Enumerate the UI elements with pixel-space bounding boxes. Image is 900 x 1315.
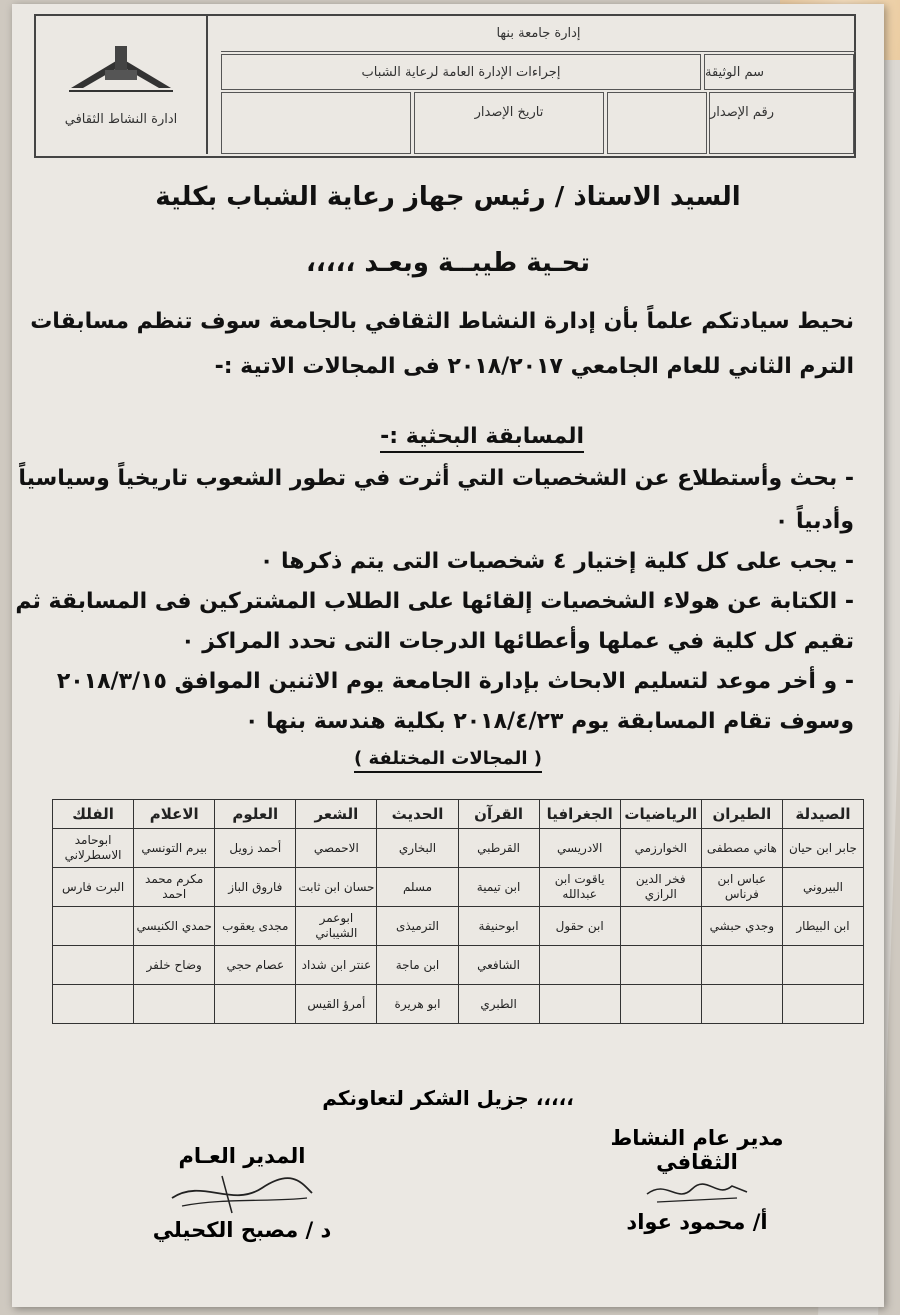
table-header: الجغرافيا — [539, 800, 620, 829]
table-cell: حمدي الكنيسي — [134, 907, 215, 946]
table-cell: ابن ماجة — [377, 946, 458, 985]
table-cell — [539, 985, 620, 1024]
table-header: القرآن — [458, 800, 539, 829]
signature-title: مدير عام النشاط الثقافي — [610, 1126, 784, 1174]
table-cell — [620, 946, 701, 985]
addressee: السيد الاستاذ / رئيس جهاز رعاية الشباب بكلية — [155, 182, 741, 212]
table-cell: حسان ابن ثابت — [296, 868, 377, 907]
table-cell — [215, 985, 296, 1024]
table-cell: ابو هريرة — [377, 985, 458, 1024]
table-row — [53, 907, 864, 946]
bullet-line: وأدبياً ٠ — [774, 509, 854, 534]
table-cell: ابن حقول — [539, 907, 620, 946]
bullet-line: - الكتابة عن هولاء الشخصيات إلقائها على الطلاب المشتركين فى المسابقة ثم — [15, 589, 854, 614]
signature-scribble-icon — [637, 1174, 757, 1210]
table-cell — [782, 985, 863, 1024]
table-row — [53, 946, 864, 985]
table-cell — [701, 985, 782, 1024]
table-cell: ابوحنيفة — [458, 907, 539, 946]
table-cell: ابوحامد الاسطرلاني — [53, 829, 134, 868]
table-cell: مجدى يعقوب — [215, 907, 296, 946]
fields-table — [52, 799, 864, 1024]
table-cell: الطبري — [458, 985, 539, 1024]
table-cell: ابوعمر الشيباني — [296, 907, 377, 946]
paragraph-line: الترم الثاني للعام الجامعي ٢٠١٨/٢٠١٧ فى المجالات الاتية :- — [214, 354, 854, 379]
table-cell: ابن تيمية — [458, 868, 539, 907]
signature-title: المدير العـام — [178, 1144, 306, 1168]
table-header: الصيدلة — [782, 800, 863, 829]
table-header: الحديث — [377, 800, 458, 829]
university-logo-icon — [61, 44, 181, 94]
table-header: الطيران — [701, 800, 782, 829]
logo-cell — [36, 16, 208, 154]
signature-name: د / مصبح الكحيلي — [152, 1218, 332, 1242]
table-cell — [539, 946, 620, 985]
bullet-line: وسوف تقام المسابقة يوم ٢٠١٨/٤/٢٣ بكلية هندسة بنها ٠ — [244, 709, 854, 734]
table-cell: البخاري — [377, 829, 458, 868]
table-cell: الشافعي — [458, 946, 539, 985]
table-cell: ابن البيطار — [782, 907, 863, 946]
table-cell: الادريسي — [539, 829, 620, 868]
table-cell: وجدي حبشي — [701, 907, 782, 946]
bullet-line: - و أخر موعد لتسليم الابحاث بإدارة الجامعة يوم الاثنين الموافق ٢٠١٨/٣/١٥ — [56, 669, 854, 694]
table-cell: أحمد زويل — [215, 829, 296, 868]
blank-cell — [221, 92, 411, 154]
fields-title: ( المجالات المختلفة ) — [12, 748, 884, 769]
closing-thanks: جزيل الشكر لتعاونكم ،،،،، — [322, 1086, 574, 1110]
table-cell — [782, 946, 863, 985]
table-cell: البرت فارس — [53, 868, 134, 907]
table-header: العلوم — [215, 800, 296, 829]
signature-block-left — [132, 1144, 352, 1242]
table-cell: الخوارزمي — [620, 829, 701, 868]
table-cell: ياقوت ابن عبدالله — [539, 868, 620, 907]
table-header-row — [53, 800, 864, 829]
table-cell: فخر الدين الرازي — [620, 868, 701, 907]
paragraph-line: نحيط سيادتكم علماً بأن إدارة النشاط الثقافي بالجامعة سوف تنظم مسابقات — [30, 309, 854, 334]
logo-label: ادارة النشاط الثقافي — [64, 111, 178, 127]
table-cell: جابر ابن حيان — [782, 829, 863, 868]
table-cell: أمرؤ القيس — [296, 985, 377, 1024]
table-header: الرياضيات — [620, 800, 701, 829]
issue-date-label: تاريخ الإصدار — [414, 92, 604, 154]
table-cell: عنتر ابن شداد — [296, 946, 377, 985]
table-header: الاعلام — [134, 800, 215, 829]
table-cell: الاحمصي — [296, 829, 377, 868]
table-cell — [701, 946, 782, 985]
table-cell: عصام حجي — [215, 946, 296, 985]
bullet-line: تقيم كل كلية في عملها وأعطائها الدرجات التى تحدد المراكز ٠ — [181, 629, 854, 654]
table-header: الفلك — [53, 800, 134, 829]
table-cell: وضاح خلفر — [134, 946, 215, 985]
issue-number-label: رقم الإصدار — [709, 92, 854, 154]
bullet-line: - يجب على كل كلية إختيار ٤ شخصيات التى يتم ذكرها ٠ — [259, 549, 854, 574]
table-cell — [53, 946, 134, 985]
table-row — [53, 829, 864, 868]
table-cell: مسلم — [377, 868, 458, 907]
table-cell — [620, 985, 701, 1024]
document-header — [34, 14, 856, 158]
table-cell: عباس ابن فرناس — [701, 868, 782, 907]
procedures-cell: إجراءات الإدارة العامة لرعاية الشباب — [221, 54, 701, 90]
table-cell: هاني مصطفى — [701, 829, 782, 868]
signature-block-right — [572, 1126, 822, 1234]
table-cell — [53, 907, 134, 946]
table-cell: البيروني — [782, 868, 863, 907]
table-cell: الترميذى — [377, 907, 458, 946]
table-cell: القرطبي — [458, 829, 539, 868]
doc-name-label: سم الوثيقة — [704, 54, 854, 90]
section-title: المسابقة البحثية :- — [42, 424, 584, 449]
table-cell: بيرم التونسي — [134, 829, 215, 868]
table-cell — [620, 907, 701, 946]
table-cell — [53, 985, 134, 1024]
university-admin-cell: إدارة جامعة بنها — [221, 16, 856, 52]
table-header: الشعر — [296, 800, 377, 829]
signature-scribble-icon — [162, 1168, 322, 1218]
table-cell — [134, 985, 215, 1024]
table-cell: فاروق الباز — [215, 868, 296, 907]
bullet-line: - بحث وأستطلاع عن الشخصيات التي أثرت في تطور الشعوب تاريخياً وسياسياً — [18, 466, 854, 491]
blank-cell-2 — [607, 92, 707, 154]
table-row — [53, 868, 864, 907]
greeting: تحـية طيبــة وبعـد ،،،،، — [305, 248, 591, 278]
table-row — [53, 985, 864, 1024]
document-page — [12, 4, 884, 1307]
signature-name: أ/ محمود عواد — [626, 1210, 768, 1234]
table-cell: مكرم محمد احمد — [134, 868, 215, 907]
